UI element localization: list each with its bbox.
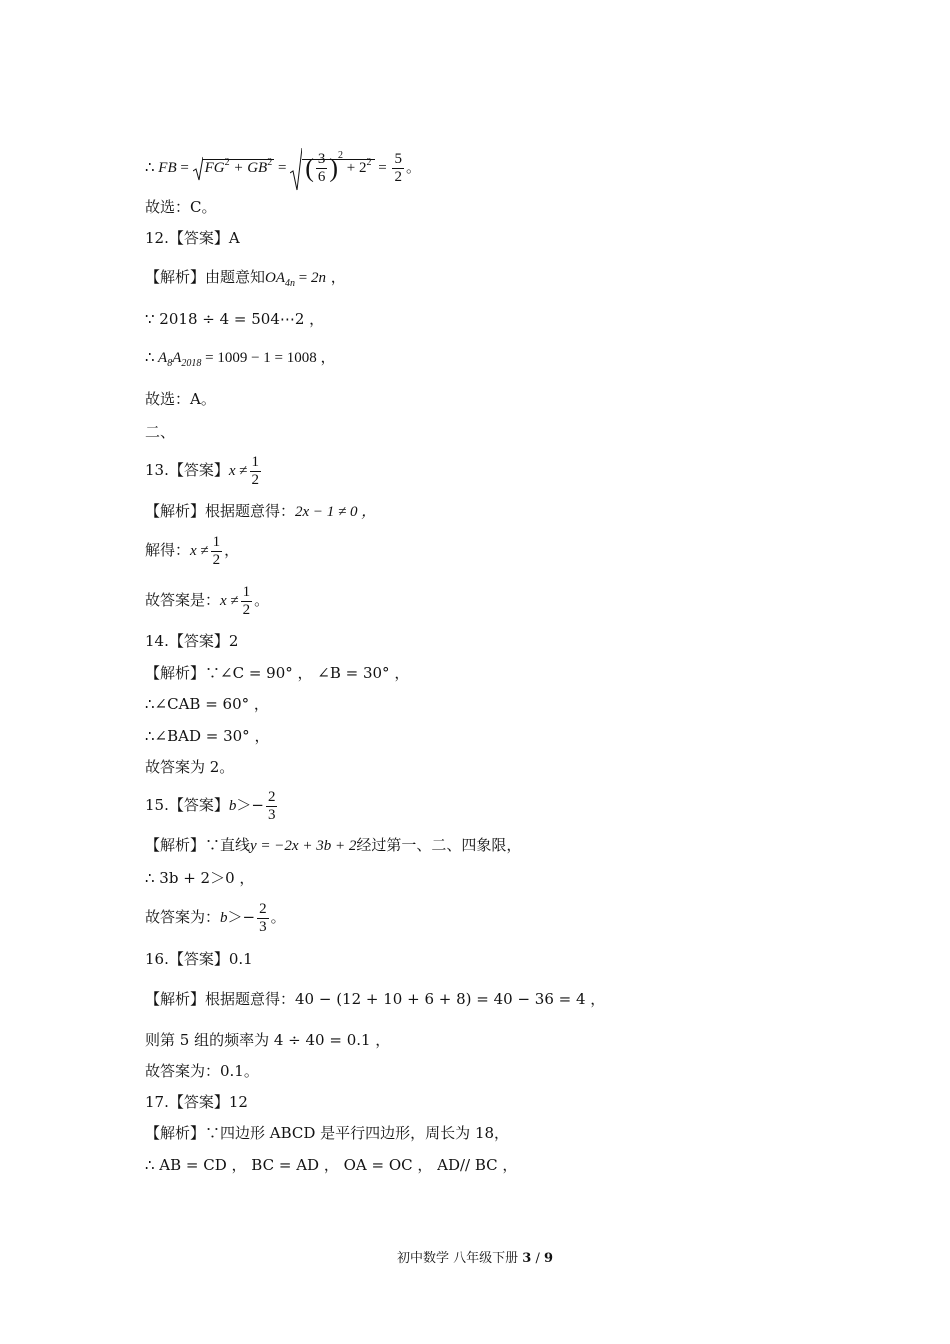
analysis-14: 【解析】∵∠C = 90° ， ∠B = 30° ，: [145, 664, 410, 682]
step-16: 则第 5 组的频率为 4 ÷ 40 = 0.1 ，: [145, 1031, 391, 1049]
inner-fraction-den: 6: [317, 169, 326, 186]
conclusion-14: 故答案为 2。: [145, 758, 235, 776]
analysis-13: 【解析】根据题意得：2x − 1 ≠ 0 ，: [145, 502, 377, 520]
step-14-2: ∴∠BAD = 30° ，: [145, 727, 270, 745]
fb-fraction-num: 5: [394, 151, 402, 168]
fb-formula: ∴ FB = $FG^2 + GB^2$ = ( $\frac{3}{6}$ )$^2 + 2^2$ = $\frac{5}{2}$ 。: [145, 136, 421, 191]
footer-total-pages: 9: [543, 1251, 554, 1266]
step-14-1: ∴∠CAB = 60° ，: [145, 695, 269, 713]
footer-subject: 初中数学 八年级下册: [396, 1251, 519, 1266]
analysis-16: 【解析】根据题意得：40 − (12 + 10 + 6 + 8) = 40 − 36 = 4 ，: [145, 990, 606, 1008]
answer-13: 13.【答案】x ≠ $\frac{1}{2}$: [145, 453, 260, 488]
step-12-2: ∴ $A_8A_{2018} = 1009 - 1 = 1008$ ，: [145, 350, 336, 369]
sqrt-symbol-1: [193, 156, 203, 182]
answer-17: 17.【答案】12: [145, 1093, 248, 1111]
step-17: ∴ AB = CD ， BC = AD ， OA = OC ， AD// BC ，: [145, 1156, 518, 1174]
step-15: ∴ 3b + 2＞0 ，: [145, 869, 255, 887]
answer-12: 12.【答案】A: [145, 229, 240, 247]
page-footer: [0, 1247, 950, 1266]
analysis-15: 【解析】∵直线y = −2x + 3b + 2经过第一、二、四象限，: [145, 836, 522, 854]
answer-16: 16.【答案】0.1: [145, 950, 253, 968]
conclusion-16: 故答案为：0.1。: [145, 1062, 259, 1080]
analysis-17: 【解析】∵四边形 ABCD 是平行四边形，周长为 18，: [145, 1124, 510, 1142]
conclusion-a: 故选：A。: [145, 390, 216, 408]
footer-page-number: 3: [522, 1251, 532, 1266]
inner-fraction-num: 3: [317, 151, 326, 168]
conclusion-c: 故选：C。: [145, 198, 217, 216]
section-two: 二、: [145, 423, 176, 441]
solution-13: 解得：x ≠ $\frac{1}{2}$ ，: [145, 533, 240, 568]
final-answer-13: 故答案是：x ≠ $\frac{1}{2}$ 。: [145, 583, 270, 618]
footer-separator: /: [535, 1251, 540, 1266]
sqrt-symbol-2: [290, 147, 302, 191]
answer-15: 15.【答案】b＞− $\frac{2}{3}$: [145, 788, 276, 823]
fb-fraction-den: 2: [394, 169, 402, 186]
final-answer-15: 故答案为：b＞− $\frac{2}{3}$ 。: [145, 900, 286, 935]
step-12-1: ∵ 2018 ÷ 4 = 504⋯2 ，: [145, 310, 325, 328]
analysis-12: 【解析】由题意知$OA_{4n} = 2n$ ，: [145, 268, 346, 289]
answer-14: 14.【答案】2: [145, 632, 239, 650]
